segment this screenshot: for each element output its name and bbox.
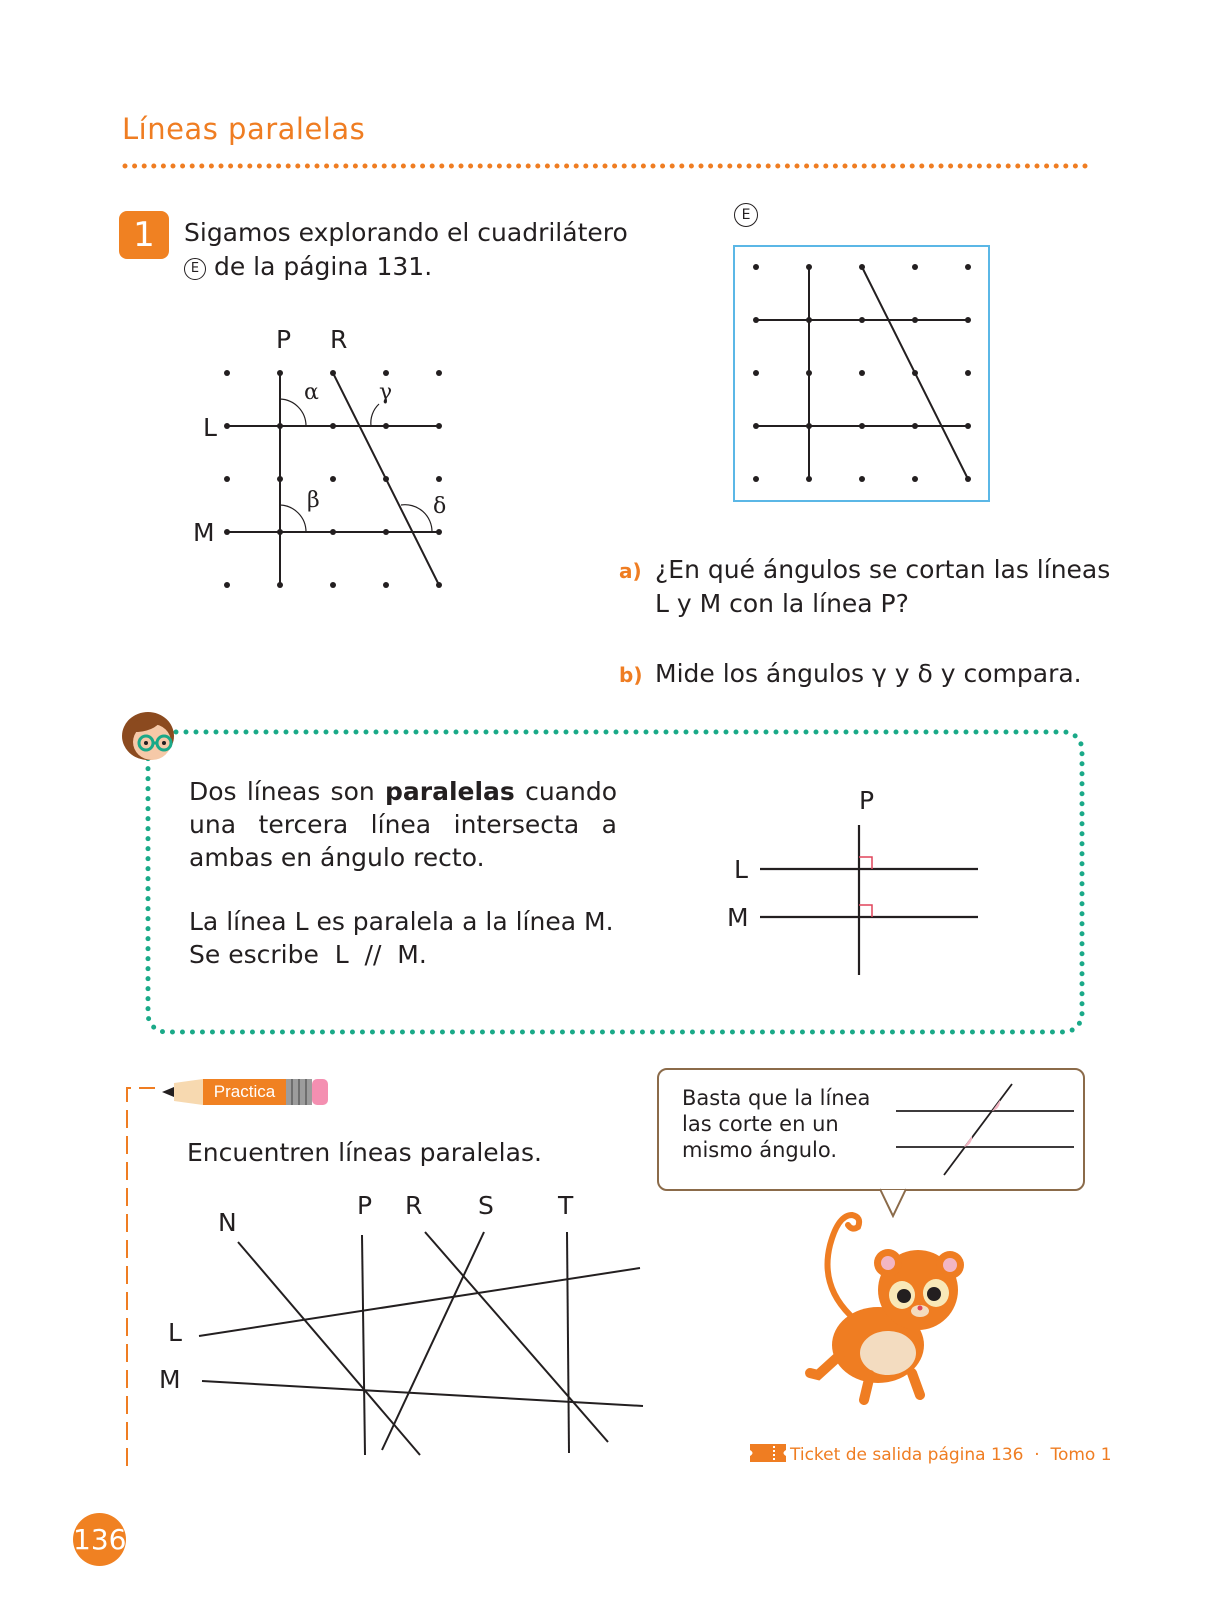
definition-text-pre: Dos líneas son (189, 777, 375, 806)
figure-left-label-m: M (193, 518, 215, 547)
hint-text: Basta que la línea las corte en un mismo ángulo. (682, 1086, 871, 1162)
question-line-1: Sigamos explorando el cuadrilátero (184, 218, 628, 247)
line-r2 (382, 1232, 484, 1450)
circled-e-icon: E (184, 258, 206, 280)
angle-delta-label: δ (433, 494, 447, 519)
practice-label-s: S (478, 1191, 494, 1220)
figure-left-label-l: L (203, 413, 217, 442)
practice-label-n: N (218, 1208, 237, 1237)
parallel-diagram (740, 820, 990, 980)
question-number-badge: 1 (119, 211, 169, 259)
figure-left-label-r: R (330, 325, 348, 354)
question-line-2-text: de la página 131. (213, 252, 433, 281)
subquestion-a-text (655, 553, 1110, 621)
question-text (184, 216, 628, 284)
page-number: 136 (73, 1513, 126, 1566)
circled-e-icon: E (734, 203, 758, 227)
definition-line-3: Se escribe L // M. (189, 940, 427, 969)
definition-line-2: La línea L es paralela a la línea M. (189, 907, 614, 936)
teacher-avatar-icon (118, 706, 184, 766)
practice-tab: Practica (203, 1079, 286, 1105)
practice-label-t: T (558, 1191, 574, 1220)
subquestion-b-letter: b) (619, 663, 643, 687)
ticket-text: Ticket de salida página 136 · Tomo 1 (790, 1445, 1112, 1465)
subquestion-b-text: Mide los ángulos γ y δ y compara. (655, 659, 1082, 688)
figure-left-label-p: P (276, 325, 292, 354)
title-dotted-rule (121, 162, 1089, 170)
line-t (567, 1232, 569, 1453)
subquestion-a (619, 553, 642, 588)
subquestion-a-line-2: L y M con la línea P? (655, 589, 909, 618)
line-m2 (202, 1381, 643, 1406)
definition-text-post: cuando una tercera línea intersecta a ambas en ángulo recto. (189, 777, 617, 872)
definition-text (189, 775, 617, 874)
line-l2 (199, 1268, 640, 1336)
figure-left-grid (180, 320, 480, 610)
angle-gamma-label: γ (379, 380, 393, 405)
subquestion-b (619, 657, 642, 692)
practice-instruction: Encuentren líneas paralelas. (187, 1138, 542, 1167)
practice-label-l: L (168, 1318, 182, 1347)
line-p2 (362, 1235, 365, 1455)
angle-beta-label: β (307, 488, 320, 513)
definition-keyword: paralelas (385, 777, 515, 806)
subquestion-a-line-1: ¿En qué ángulos se cortan las líneas (655, 555, 1111, 584)
definition-notation (189, 905, 617, 971)
section-title: Líneas paralelas (122, 112, 366, 146)
line-s (425, 1232, 608, 1442)
subquestion-a-letter: a) (619, 559, 642, 583)
angle-alpha-label: α (304, 380, 319, 405)
diagram-label-m: M (727, 903, 749, 932)
practice-bracket (125, 1078, 185, 1468)
figure-e-grid (733, 245, 990, 502)
diagram-label-l: L (734, 855, 748, 884)
practice-label-p: P (357, 1191, 373, 1220)
line-n (238, 1242, 420, 1455)
practice-label-r: R (405, 1191, 423, 1220)
ticket-icon (750, 1444, 786, 1462)
practice-lines-figure (190, 1215, 650, 1465)
practice-label-m: M (159, 1365, 181, 1394)
diagram-label-p: P (859, 786, 875, 815)
hint-diagram (890, 1078, 1080, 1178)
monkey-mascot-icon (800, 1195, 980, 1405)
question-line-2 (184, 250, 628, 284)
